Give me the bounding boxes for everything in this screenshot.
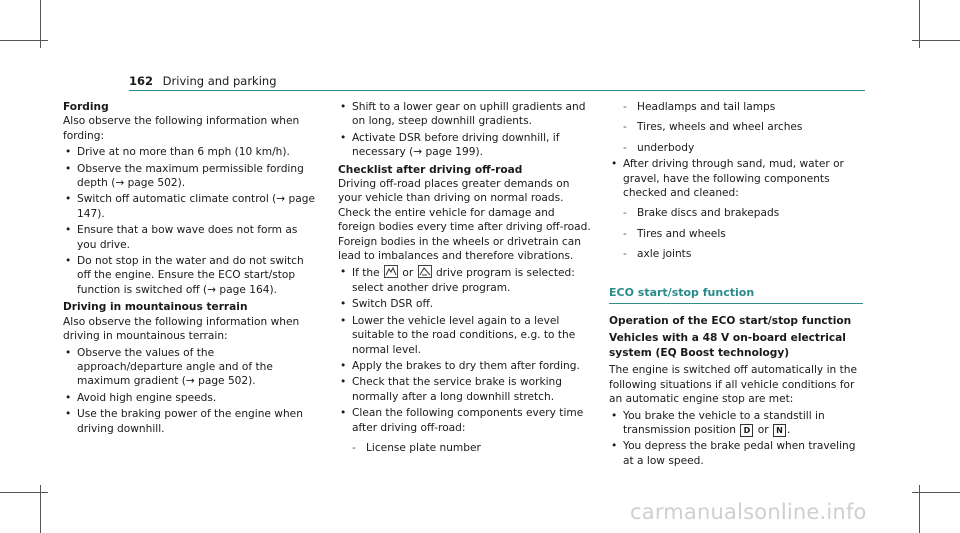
list-item: • Avoid high engine speeds.: [63, 391, 315, 405]
sub-list-item: - Tires and wheels: [609, 227, 863, 241]
list-item: • Do not stop in the water and do not switch off the engine. Ensure the ECO start/stop function is switched off (→ page 164).: [63, 254, 315, 297]
list-item: • Ensure that a bow wave does not form as you drive.: [63, 223, 315, 252]
sub-list-item: - Tires, wheels and wheel arches: [609, 120, 863, 134]
mountain-list-continued: [338, 100, 592, 160]
list-item: • Check that the service brake is working normally after a long downhill stretch.: [338, 375, 592, 404]
gear-n-key: N: [773, 424, 786, 437]
checklist-heading: Checklist after driving off-road: [338, 163, 523, 176]
list-item: • Drive at no more than 6 mph (10 km/h).: [63, 145, 315, 159]
eco-heading: Operation of the ECO start/stop function: [609, 315, 852, 328]
list-item: • After driving through sand, mud, water or gravel, have the following components checked and cleaned:: [609, 157, 863, 200]
list-item: • Observe the values of the approach/departure angle and of the maximum gradient (→ page 502).: [63, 346, 315, 389]
mountain-heading: Driving in mountainous terrain: [63, 301, 248, 314]
list-item: • Observe the maximum permissible fording depth (→ page 502).: [63, 162, 315, 191]
checklist-intro: Driving off-road places greater demands on your vehicle than driving on normal roads. Check the entire vehicle for damage and foreign bodies every time after driving off-road. Foreign bodies in the wheels or drivetrain can lead to imbalances and therefore vibrations.: [338, 178, 591, 263]
list-item: • Apply the brakes to dry them after fording.: [338, 359, 592, 373]
list-item: • You depress the brake pedal when traveling at a low speed.: [609, 439, 863, 468]
eco-section-title: ECO start/stop function: [609, 286, 863, 304]
eco-subheading: Vehicles with a 48 V on-board electrical system (EQ Boost technology): [609, 332, 846, 359]
eco-intro: The engine is switched off automatically in the following situations if all vehicle conditions for an automatic engine stop are met:: [609, 364, 857, 406]
column-1: [63, 100, 315, 436]
mountain-intro: Also observe the following information when driving in mountainous terrain:: [63, 315, 300, 343]
list-item: • Switch DSR off.: [338, 297, 592, 311]
eco-item1-text: You brake the vehicle to a standstill in transmission position: [623, 409, 825, 436]
gravel-list: [609, 157, 863, 200]
sub-list-item: - Brake discs and brakepads: [609, 206, 863, 220]
eco-list: [609, 409, 863, 469]
crop-mark: [0, 492, 48, 493]
crop-mark: [0, 40, 48, 41]
sub-list-item: - underbody: [609, 141, 863, 155]
crop-mark: [912, 492, 960, 493]
list-item: • Use the braking power of the engine when driving downhill.: [63, 407, 315, 436]
gravel-sublist: [609, 206, 863, 261]
watermark: carmanualsonline.info: [630, 500, 867, 524]
fording-intro: Also observe the following information when fording:: [63, 115, 300, 142]
offroad-program-icon: [384, 265, 398, 278]
page-header: [129, 73, 865, 91]
sub-list-item: - axle joints: [609, 247, 863, 261]
column-3: [609, 100, 863, 468]
drive-program-suffix: drive program is selected: select another drive program.: [352, 267, 575, 294]
list-item: • Shift to a lower gear on uphill gradients and on long, steep downhill gradients.: [338, 100, 592, 129]
drive-program-or: or: [402, 267, 414, 280]
fording-heading: Fording: [63, 101, 109, 113]
drive-program-prefix: If the: [352, 267, 380, 280]
list-item: • Clean the following components every time after driving off-road:: [338, 406, 592, 435]
list-item: • Lower the vehicle level again to a level suitable to the road conditions, e.g. to the normal level.: [338, 314, 592, 357]
list-item: • You brake the vehicle to a standstill in transmission position D or N .: [609, 409, 863, 438]
page-number: 162: [129, 74, 154, 88]
sub-list-item: - Headlamps and tail lamps: [609, 100, 863, 114]
clean-sublist-continued: [609, 100, 863, 155]
section-name: Driving and parking: [162, 74, 277, 88]
fording-list: [63, 145, 315, 297]
clean-sublist: [338, 441, 592, 455]
list-item: • Activate DSR before driving downhill, if necessary (→ page 199).: [338, 131, 592, 160]
checklist-list: [338, 265, 592, 434]
gear-d-key: D: [740, 424, 753, 437]
sub-list-item: - License plate number: [338, 441, 592, 455]
column-2: [338, 100, 592, 455]
eco-key-or: or: [757, 423, 769, 436]
list-item: • Switch off automatic climate control (→ page 147).: [63, 192, 315, 221]
offroad-plus-program-icon: [418, 265, 432, 278]
crop-mark: [912, 40, 960, 41]
mountain-list: [63, 346, 315, 436]
list-item: [338, 265, 592, 295]
